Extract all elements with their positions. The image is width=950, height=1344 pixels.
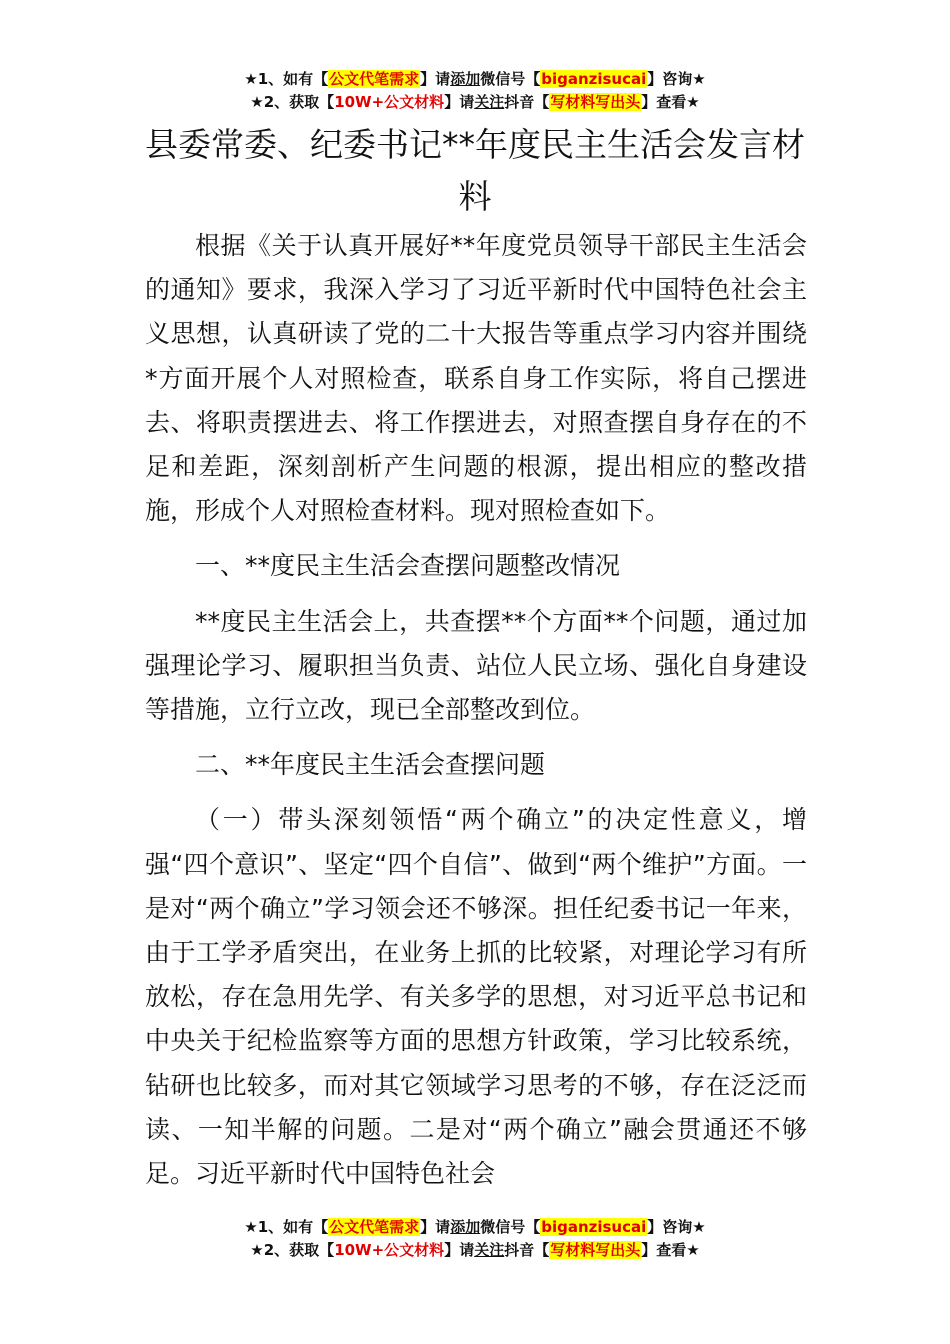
service-highlight: 公文代笔需求 (329, 1218, 420, 1236)
offer-highlight: 10W+公文材料 (334, 93, 445, 111)
document-title: 县委常委、纪委书记**年度民主生活会发言材料 (145, 125, 805, 216)
document-body (145, 224, 807, 1196)
intro-paragraph: 根据《关于认真开展好**年度党员领导干部民主生活会的通知》要求，我深入学习了习近平新时代中国特色社会主义思想，认真研读了党的二十大报告等重点学习内容并围绕*方面开展个人对照检查，联系自身工作实际，将自己摆进去、将职责摆进去、将工作摆进去，对照查摆自身存在的不足和差距，深刻剖析产生问题的根源，提出相应的整改措施，形成个人对照检查材料。现对照检查如下。 (145, 231, 807, 526)
promo-line-2-footer: ★2、获取【10W+公文材料】请关注抖音【写材料写出头】查看★ (250, 1241, 700, 1259)
section-heading-2: 二、**年度民主生活会查摆问题 (195, 750, 546, 780)
promo-banner-top (0, 68, 950, 114)
promo-line-2: ★2、获取【10W+公文材料】请关注抖音【写材料写出头】查看★ (250, 93, 700, 111)
douyin-account[interactable]: 写材料写出头 (550, 93, 641, 111)
section-1-paragraph: **度民主生活会上，共查摆**个方面**个问题，通过加强理论学习、履职担当负责、站位人民立场、强化自身建设等措施，立行立改，现已全部整改到位。 (145, 606, 807, 725)
douyin-account[interactable]: 写材料写出头 (550, 1241, 641, 1259)
wechat-id[interactable]: biganzisucai (541, 70, 647, 88)
service-highlight: 公文代笔需求 (329, 70, 420, 88)
offer-highlight: 10W+公文材料 (334, 1241, 445, 1259)
section-2-paragraph: （一）带头深刻领悟“两个确立”的决定性意义，增强“四个意识”、坚定“四个自信”、做到“两个维护”方面。一是对“两个确立”学习领会还不够深。担任纪委书记一年来，由于工学矛盾突出，在业务上抓的比较紧，对理论学习有所放松，存在急用先学、有关多学的思想，对习近平总书记和中央关于纪检监察等方面的思想方针政策，学习比较系统，钻研也比较多，而对其它领域学习思考的不够，存在泛泛而读、一知半解的问题。二是对“两个确立”融会贯通还不够足。习近平新时代中国特色社会 (145, 805, 807, 1189)
wechat-id[interactable]: biganzisucai (541, 1218, 647, 1236)
promo-banner-bottom (0, 1216, 950, 1262)
promo-line-1: ★1、如有【公文代笔需求】请添加微信号【biganzisucai】咨询★ (244, 70, 706, 88)
promo-line-1-footer: ★1、如有【公文代笔需求】请添加微信号【biganzisucai】咨询★ (244, 1218, 706, 1236)
section-heading-1: 一、**度民主生活会查摆问题整改情况 (195, 551, 621, 581)
